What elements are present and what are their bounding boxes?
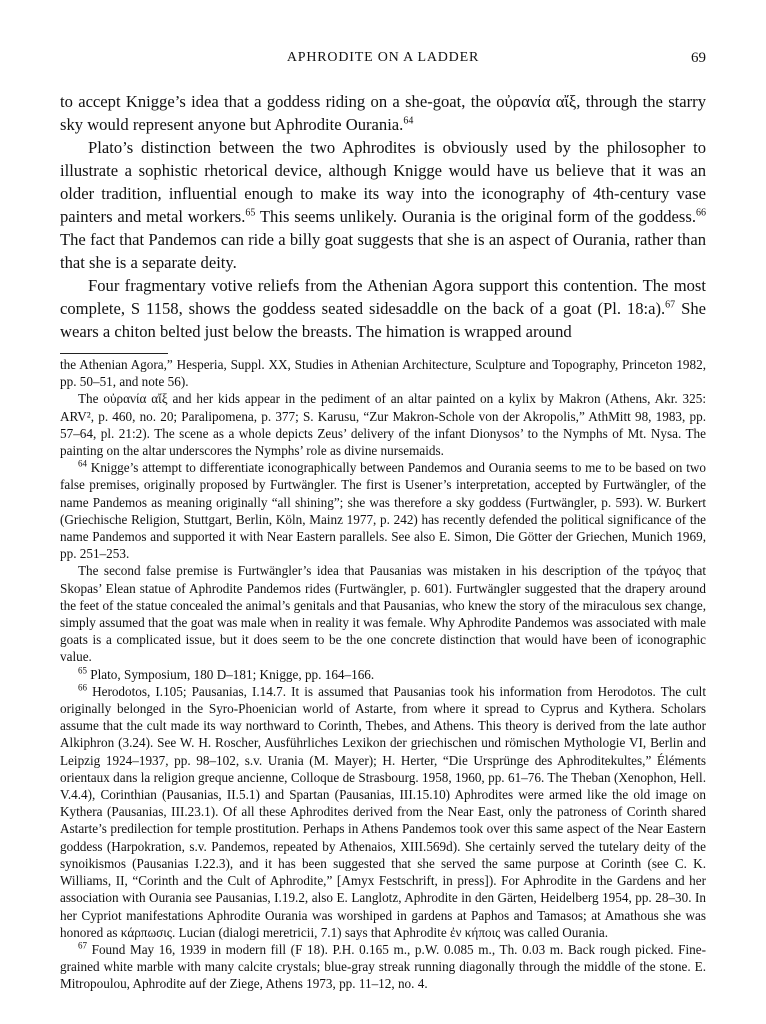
footnote-ref-66: 66 xyxy=(696,207,706,219)
page xyxy=(60,50,706,993)
page-header xyxy=(60,50,706,72)
paragraph-2-text-c: The fact that Pandemos can ride a billy goat suggests that she is an aspect of Ourania, rather than that she is a separate deity. xyxy=(60,230,706,272)
paragraph-3 xyxy=(60,274,706,343)
footnote-66-number: 66 xyxy=(78,682,87,693)
footnote-65-text: Plato, Symposium, 180 D–181; Knigge, pp. 164–166. xyxy=(87,666,375,682)
footnote-67-text: Found May 16, 1939 in modern fill (F 18). P.H. 0.165 m., p.W. 0.085 m., Th. 0.03 m. Back rough picked. Fine-grained white marble with many calcite crystals; blue-gray streak running diagonally through the middle of the stone. E. Mitropoulou, Aphrodite auf der Ziege, Athens 1973, pp. 11–12, no. 4. xyxy=(60,941,706,992)
footnote-67-number: 67 xyxy=(78,940,87,951)
page-number: 69 xyxy=(691,50,706,66)
footnote-64 xyxy=(60,459,706,562)
paragraph-2 xyxy=(60,136,706,274)
footnote-ref-64: 64 xyxy=(403,115,414,127)
footnote-66 xyxy=(60,683,706,941)
footnote-64-number: 64 xyxy=(78,458,87,469)
footnote-66-text: Herodotos, I.105; Pausanias, I.14.7. It is assumed that Pausanias took his information from Herodotos. The cult originally belonged in the Syro-Phoenician world of Astarte, from where it spread to Cyprus and Kythera. Scholars assume that the cult made its way northward to Corinth, Thebes, and Athens. This theory is derived from the late author Alkiphron (3.24). See W. H. Roscher, Ausführliches Lexikon der griechischen und römischen Mythologie VI, Berlin and Leipzig 1924–1937, pp. 98–102, s.v. Urania (M. Mayer); H. Herter, “Die Ursprünge des Aphroditekultes,” Éléments orientaux dans la religion greque ancienne, Colloque de Strasbourg. 1958, 1960, pp. 61–76. The Theban (Xenophon, Hell. V.4.4), Corinthian (Pausanias, II.5.1) and Spartan (Pausanias, III.15.10) Aphrodites were armed like the old image on Kythera (Pausanias, III.23.1). Of all these Aphrodites derived from the Near East, only the patroness of Corinth shared Astarte’s predilection for temple prostitution. Perhaps in Athens Pandemos took over this same aspect of the Near Eastern goddess (Harpokration, s.v. Pandemos, repeated by Athenaios, XIII.569d). She certainly served the tutelary deity of the synoikismos (Pausanias I.22.3), and it has been suggested that she served the same purpose at Corinth (see C. K. Williams, II, “Corinth and the Cult of Aphrodite,” [Amyx Festschrift, in press]). For Aphrodite in the Gardens and her association with Ourania see Pausanias, I.19.2, also E. Langlotz, Aphrodite in den Gärten, Heidelberg 1954, pp. 28–30. In her Cypriot manifestations Aphrodite Ourania was worshiped in gardens at Paphos and Tamasos; at Amathous she was honored as κάρπωσις. Lucian (dialogi meretricii, 7.1) says that Aphrodite ἐν κήποις was called Ourania. xyxy=(60,683,706,940)
footnote-ref-67: 67 xyxy=(665,299,676,311)
footnote-65-number: 65 xyxy=(78,665,87,676)
paragraph-3-text-b: She wears a chiton belted just below the breasts. The himation is wrapped around xyxy=(60,299,706,341)
footnote-65 xyxy=(60,666,706,683)
footnote-63-continued: the Athenian Agora,” Hesperia, Suppl. XX, Studies in Athenian Architecture, Sculpture and Topography, Princeton 1982, pp. 50–51, and note 56). xyxy=(60,357,706,390)
paragraph-2-text-a: Plato’s distinction between the two Aphrodites is obviously used by the philosopher to illustrate a sophistic rhetorical device, although Knigge would have us believe that it was an older tradition, influential enough to make its way into the iconography of 4th-century vase painters and metal workers. xyxy=(60,138,706,226)
footnote-67 xyxy=(60,941,706,993)
paragraph-3-text-a: Four fragmentary votive reliefs from the Athenian Agora support this contention. The most complete, S 1158, shows the goddess seated sidesaddle on the back of a goat (Pl. 18:a). xyxy=(60,276,706,318)
footnotes xyxy=(60,356,706,993)
paragraph-1 xyxy=(60,90,706,136)
footnote-ref-65: 65 xyxy=(245,207,256,219)
footnote-divider xyxy=(60,353,168,354)
running-head: APHRODITE ON A LADDER xyxy=(286,50,480,65)
paragraph-1-text: to accept Knigge’s idea that a goddess riding on a she-goat, the οὐρανία αἴξ, through the starry sky would represent anyone but Aphrodite Ourania. xyxy=(60,92,706,134)
footnote-64-text: Knigge’s attempt to differentiate iconographically between Pandemos and Ourania seems to me to be based on two false premises, originally proposed by Furtwängler. The first is Usener’s interpretation, accepted by Furtwängler, of the name Pandemos as meaning originally “all shining”; she was therefore a sky goddess (Furtwängler, p. 593). W. Burkert (Griechische Religion, Stuttgart, Berlin, Köln, Mainz 1977, p. 242) has recently defended the political significance of the name Pandemos and supported it with Near Eastern parallels. See also E. Simon, Die Götter der Griechen, Munich 1969, pp. 251–253. xyxy=(60,460,706,562)
paragraph-2-text-b: This seems unlikely. Ourania is the original form of the goddess. xyxy=(255,207,696,226)
footnote-64-paragraph-2: The second false premise is Furtwängler’s idea that Pausanias was mistaken in his description of the τράγος that Skopas’ Elean statue of Aphrodite Pandemos rides (Furtwängler, p. 601). Furtwängler suggested that the drapery around the feet of the statue concealed the animal’s genitals and that Pausanias, who knew the story of the miraculous sex change, simply assumed that the goat was male when in reality it was female. Why Aphrodite Pandemos was associated with male goats is a complicated issue, but it does seem to be the one concrete distinction that would have been of iconographic value. xyxy=(60,563,706,665)
footnote-63-paragraph-2: The οὐρανία αἴξ and her kids appear in the pediment of an altar painted on a kylix by Makron (Athens, Akr. 325: ARV², p. 460, no. 20; Paralipomena, p. 377; S. Karusu, “Zur Makron-Schole von der Akropolis,” AthMitt 98, 1983, pp. 57–64, pl. 21:2). The scene as a whole depicts Zeus’ delivery of the infant Dionysos’ to the Nymphs of Mt. Nysa. The painting on the altar underscores the Nymphs’ role as divine nursemaids. xyxy=(60,391,706,459)
main-text xyxy=(60,90,706,343)
